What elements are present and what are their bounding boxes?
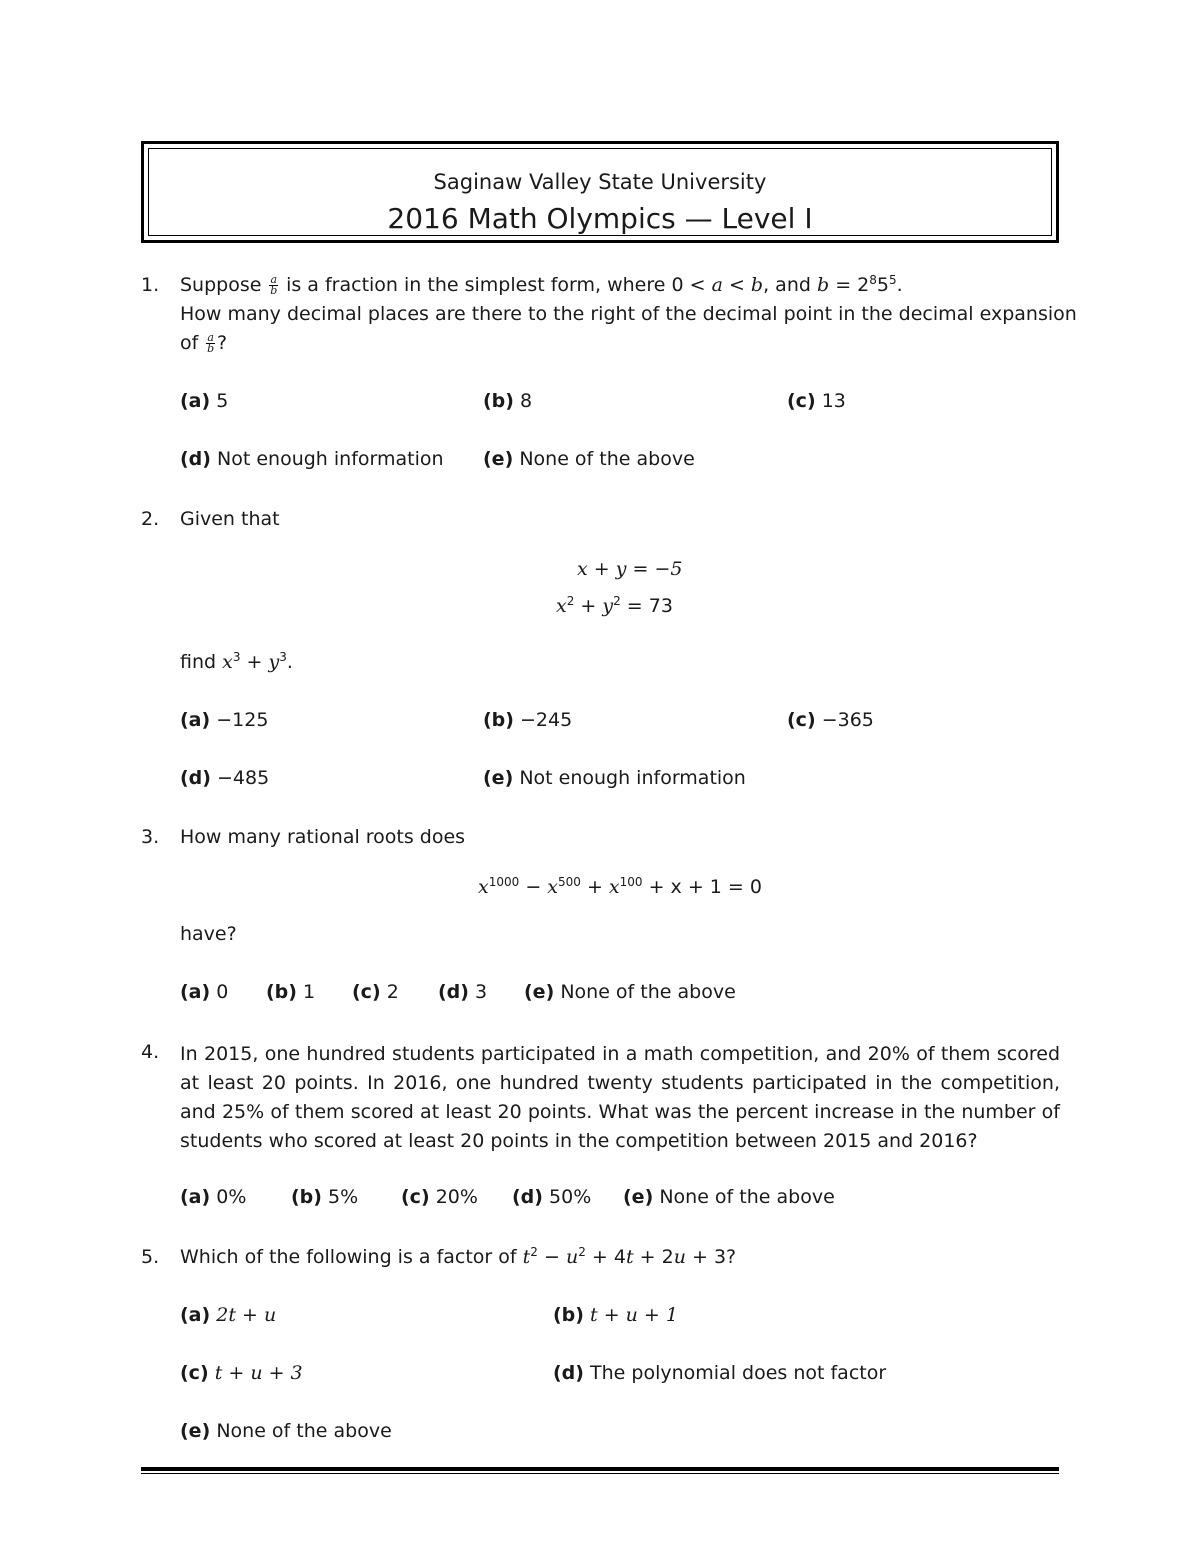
q1-option-b[interactable]: (b) 8 bbox=[483, 390, 533, 412]
q4-text: In 2015, one hundred students participated in a math competition, and 20% of them scored at least 20 points. In 2016, one hundred twenty students participated in the competition, and 25% of them scored at least 20 points. What was the percent increase in the number of students who scored at least 20 points in the competition between 2015 and 2016? bbox=[180, 1043, 1060, 1152]
q3-equation: $x^{1000} - x^{500} + x^{100} + x + 1 = 0$ bbox=[478, 875, 762, 898]
q2-option-e[interactable]: (e) Not enough information bbox=[483, 767, 746, 789]
q2-intro: Given that bbox=[180, 508, 280, 530]
q3-option-c[interactable]: (c) 2 bbox=[352, 981, 399, 1003]
q5-option-b[interactable]: (b) t + u + 1 bbox=[553, 1304, 678, 1326]
q2-option-d[interactable]: (d) −485 bbox=[180, 767, 270, 789]
q1-line1: Suppose $\frac{a}{b}$ is a fraction in the simplest form, where 0 < a < b, and $b = 2^85^5$. bbox=[180, 273, 903, 297]
q3-option-e[interactable]: (e) None of the above bbox=[524, 981, 736, 1003]
q3-intro: How many rational roots does bbox=[180, 826, 466, 848]
header-box bbox=[141, 141, 1059, 243]
q4-option-a[interactable]: (a) 0% bbox=[180, 1186, 247, 1208]
q1-fraction-2: $\frac{a}{b}$ bbox=[207, 331, 215, 355]
header-inner-border bbox=[148, 148, 1052, 236]
q3-option-d[interactable]: (d) 3 bbox=[438, 981, 488, 1003]
q1-line3: of $\frac{a}{b}$ ? bbox=[180, 331, 228, 355]
q1-fraction: $\frac{a}{b}$ bbox=[270, 273, 278, 297]
q1-option-a[interactable]: (a) 5 bbox=[180, 390, 229, 412]
q1-option-e[interactable]: (e) None of the above bbox=[483, 448, 695, 470]
q2-option-a[interactable]: (a) −125 bbox=[180, 709, 269, 731]
q4-option-d[interactable]: (d) 50% bbox=[512, 1186, 592, 1208]
q3-option-a[interactable]: (a) 0 bbox=[180, 981, 229, 1003]
q1-line2: How many decimal places are there to the right of the decimal point in the decimal expansion bbox=[180, 303, 1077, 325]
q5-option-d[interactable]: (d) The polynomial does not factor bbox=[553, 1362, 887, 1384]
q2-option-c[interactable]: (c) −365 bbox=[787, 709, 874, 731]
q2-number: 2. bbox=[141, 508, 160, 530]
footer-rule bbox=[141, 1467, 1059, 1474]
q5-number: 5. bbox=[141, 1246, 160, 1268]
q3-option-b[interactable]: (b) 1 bbox=[266, 981, 316, 1003]
q2-option-b[interactable]: (b) −245 bbox=[483, 709, 573, 731]
q5-option-c[interactable]: (c) t + u + 3 bbox=[180, 1362, 303, 1384]
q4-option-b[interactable]: (b) 5% bbox=[291, 1186, 359, 1208]
q1-number: 1. bbox=[141, 274, 160, 296]
q3-number: 3. bbox=[141, 826, 160, 848]
q5-option-a[interactable]: (a) 2t + u bbox=[180, 1304, 277, 1326]
q2-equation-1: x + y = −5 bbox=[577, 558, 683, 580]
university-name: Saginaw Valley State University bbox=[433, 170, 767, 194]
q5-option-e[interactable]: (e) None of the above bbox=[180, 1420, 392, 1442]
q1-option-c[interactable]: (c) 13 bbox=[787, 390, 846, 412]
q1-option-d[interactable]: (d) Not enough information bbox=[180, 448, 444, 470]
q5-question: Which of the following is a factor of $t^2 - u^2 + 4t + 2u + 3$? bbox=[180, 1245, 737, 1268]
q4-option-c[interactable]: (c) 20% bbox=[401, 1186, 478, 1208]
q4-option-e[interactable]: (e) None of the above bbox=[623, 1186, 835, 1208]
q2-equation-2: $x^2 + y^2 = 73$ bbox=[556, 594, 673, 617]
q4-number: 4. bbox=[141, 1041, 160, 1063]
page-title: 2016 Math Olympics — Level I bbox=[387, 202, 813, 235]
q3-outro: have? bbox=[180, 923, 237, 945]
q2-find: find $x^3 + y^3$. bbox=[180, 650, 293, 673]
